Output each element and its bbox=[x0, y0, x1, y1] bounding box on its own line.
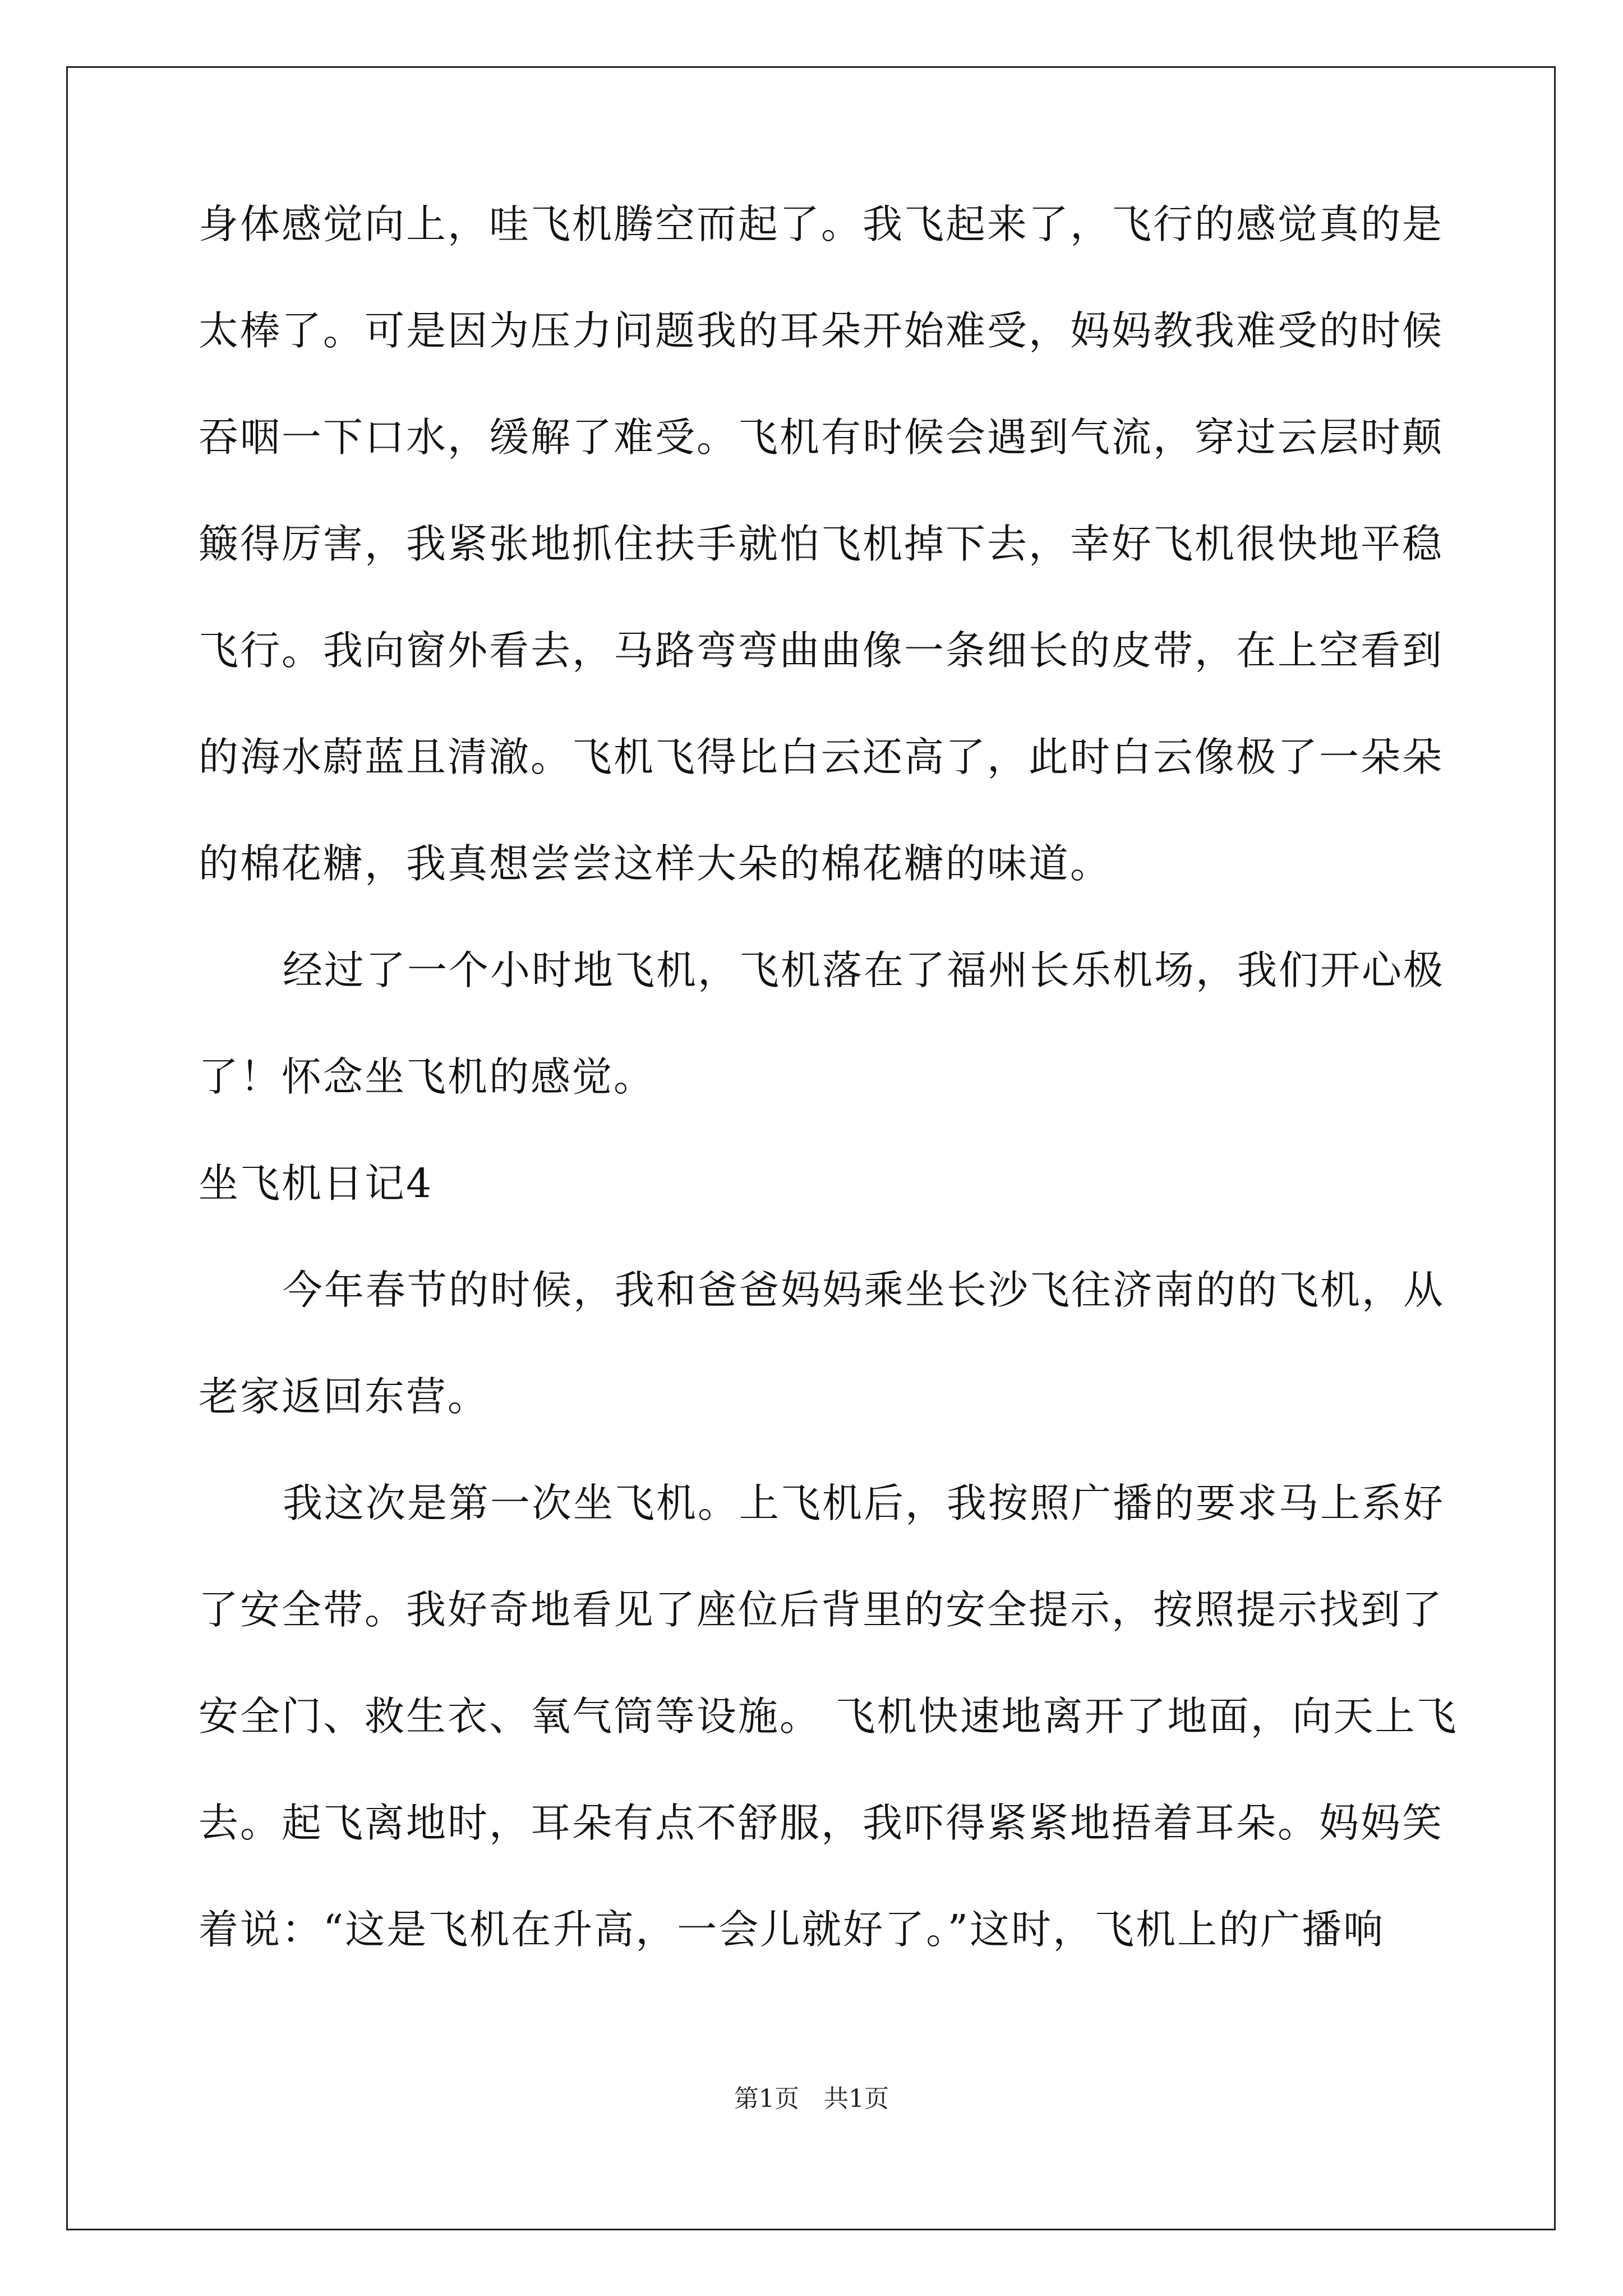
paragraph-line: 簸得厉害，我紧张地抓住扶手就怕飞机掉下去，幸好飞机很快地平稳 bbox=[199, 521, 1444, 567]
paragraph-line: 今年春节的时候，我和爸爸妈妈乘坐长沙飞往济南的的飞机，从 bbox=[283, 1267, 1445, 1313]
paragraph-line: 身体感觉向上，哇飞机腾空而起了。我飞起来了，飞行的感觉真的是 bbox=[199, 201, 1444, 247]
page-footer: 第1页 共1页 bbox=[734, 2085, 889, 2113]
paragraph-line: 的棉花糖，我真想尝尝这样大朵的棉花糖的味道。 bbox=[199, 840, 1112, 887]
paragraph-line: 着说：“这是飞机在升高，一会儿就好了。”这时，飞机上的广播响 bbox=[199, 1906, 1385, 1953]
paragraph-line: 飞行。我向窗外看去，马路弯弯曲曲像一条细长的皮带，在上空看到 bbox=[199, 627, 1444, 674]
paragraph-line: 去。起飞离地时，耳朵有点不舒服，我吓得紧紧地捂着耳朵。妈妈笑 bbox=[199, 1800, 1444, 1846]
paragraph-line: 老家返回东营。 bbox=[199, 1373, 490, 1420]
paragraph-line: 我这次是第一次坐飞机。上飞机后，我按照广播的要求马上系好 bbox=[283, 1480, 1445, 1526]
paragraph-line: 经过了一个小时地飞机，飞机落在了福州长乐机场，我们开心极 bbox=[283, 947, 1445, 993]
section-heading: 坐飞机日记4 bbox=[199, 1160, 434, 1207]
paragraph-line: 的海水蔚蓝且清澈。飞机飞得比白云还高了，此时白云像极了一朵朵 bbox=[199, 734, 1444, 780]
paragraph-line: 太棒了。可是因为压力问题我的耳朵开始难受，妈妈教我难受的时候 bbox=[199, 307, 1444, 354]
paragraph-line: 了！怀念坐飞机的感觉。 bbox=[199, 1053, 656, 1100]
paragraph-line: 吞咽一下口水，缓解了难受。飞机有时候会遇到气流，穿过云层时颠 bbox=[199, 414, 1444, 461]
paragraph-line: 了安全带。我好奇地看见了座位后背里的安全提示，按照提示找到了 bbox=[199, 1586, 1444, 1633]
paragraph-line: 安全门、救生衣、氧气筒等设施。 飞机快速地离开了地面，向天上飞 bbox=[199, 1693, 1458, 1740]
